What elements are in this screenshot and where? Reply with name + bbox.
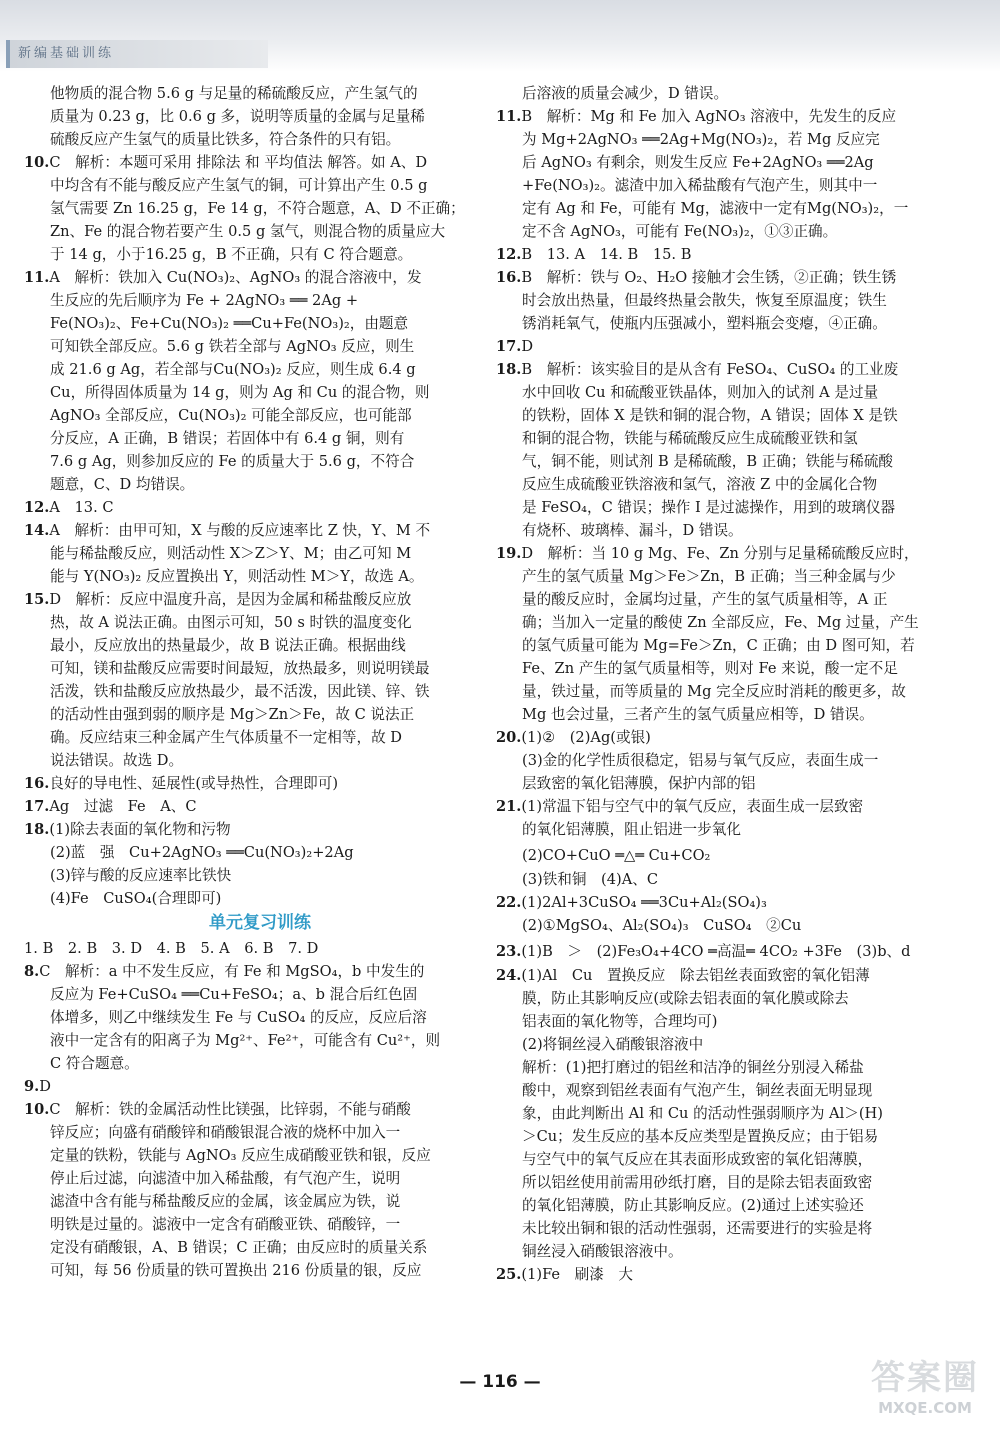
text-line — [496, 220, 896, 243]
text-line — [24, 220, 456, 243]
line-text: (1)常温下铝与空气中的氧气反应，表面生成一层致密 — [521, 798, 864, 815]
text-line — [496, 565, 896, 588]
question-number: 9. — [24, 1078, 40, 1095]
line-text: 确；当加入一定量的酸使 Zn 全部反应，Fe、Mg 过量，产生 — [522, 614, 919, 631]
question-number: 16. — [24, 775, 50, 792]
line-text: D 解析：当 10 g Mg、Fe、Zn 分别与足量稀硫酸反应时， — [521, 545, 919, 562]
answer-item — [496, 266, 896, 289]
line-text: (1)② (2)Ag(或银) — [521, 729, 651, 746]
line-text: 未比较出铜和银的活动性强弱，还需要进行的实验是将 — [522, 1220, 873, 1237]
text-line — [24, 128, 456, 151]
line-text: A 13. C — [49, 499, 114, 516]
answer-item — [496, 335, 896, 358]
line-text: 为 Mg+2AgNO₃ ══2Ag+Mg(NO₃)₂，若 Mg 反应完 — [522, 131, 880, 148]
text-line — [496, 427, 896, 450]
text-line — [24, 937, 456, 960]
line-text: (1)除去表面的氧化物和污物 — [49, 821, 231, 838]
question-number: 10. — [24, 1101, 50, 1118]
line-text: 的铁粉，固体 X 是铁和铜的混合物，A 错误；固体 X 是铁 — [522, 407, 898, 424]
line-text: 锌反应；向盛有硝酸锌和硝酸银混合液的烧杯中加入一 — [50, 1124, 401, 1141]
line-text: 明铁是过量的。滤液中一定含有硝酸亚铁、硝酸锌，一 — [50, 1216, 401, 1233]
line-text: 滤渣中含有能与稀盐酸反应的金属，该金属应为铁，说 — [50, 1193, 401, 1210]
line-text: Ag 过滤 Fe A、C — [49, 798, 197, 815]
text-line — [24, 1052, 456, 1075]
question-number: 17. — [496, 338, 522, 355]
answer-item — [24, 795, 456, 818]
watermark-logo — [855, 1350, 995, 1442]
text-line — [24, 1167, 456, 1190]
text-line — [496, 634, 915, 657]
line-text: 于 14 g，小于16.25 g，B 不正确，只有 C 符合题意。 — [50, 246, 413, 263]
text-line — [24, 565, 456, 588]
text-line — [496, 680, 906, 703]
line-text: (4)Fe CuSO₄(合理即可) — [50, 890, 222, 907]
text-line — [24, 726, 456, 749]
text-line — [24, 450, 456, 473]
line-text: 停止后过滤，向滤渣中加入稀盐酸，有气泡产生，说明 — [50, 1170, 401, 1187]
line-text: (3)铁和铜 (4)A、C — [522, 871, 659, 888]
line-text: 与空气中的氧气反应在其表面形成致密的氧化铝薄膜， — [522, 1151, 873, 1168]
question-number: 14. — [24, 522, 50, 539]
text-line — [496, 868, 896, 891]
line-text: 可知，镁和盐酸反应需要时间最短，放热最多，则说明镁最 — [50, 660, 430, 677]
text-line — [24, 335, 456, 358]
line-text: 活泼，铁和盐酸反应放热最少，最不活泼，因此镁、锌、铁 — [50, 683, 430, 700]
answer-item — [496, 542, 919, 565]
answer-item — [24, 1075, 456, 1098]
text-line — [496, 818, 896, 841]
text-line — [24, 381, 456, 404]
line-text: 酸中，观察到铝丝表面有气泡产生，铜丝表面无明显现 — [522, 1082, 873, 1099]
text-line — [24, 105, 456, 128]
line-text: 的活动性由强到弱的顺序是 Mg＞Zn＞Fe，故 C 说法正 — [50, 706, 415, 723]
text-line — [24, 887, 456, 910]
line-text: 生反应的先后顺序为 Fe + 2AgNO₃ ══ 2Ag + — [50, 292, 359, 309]
line-text: 解析：(1)把打磨过的铝丝和洁净的铜丝分别浸入稀盐 — [522, 1059, 864, 1076]
text-line — [496, 1010, 896, 1033]
line-text: 是 FeSO₄，C 错误；操作 Ⅰ 是过滤操作，用到的玻璃仪器 — [522, 499, 896, 516]
line-text: 中均含有不能与酸反应产生氢气的铜，可计算出产生 0.5 g — [50, 177, 428, 194]
line-text: ＞Cu；发生反应的基本反应类型是置换反应；由于铝易 — [522, 1128, 879, 1145]
line-text: 体增多，则乙中继续发生 Fe 与 CuSO₄ 的反应，反应后溶 — [50, 1009, 427, 1026]
text-line — [496, 987, 896, 1010]
line-text: D — [39, 1078, 51, 1095]
line-text: C 符合题意。 — [50, 1055, 139, 1072]
line-text: Cu，所得固体质量为 14 g，则为 Ag 和 Cu 的混合物，则 — [50, 384, 430, 401]
line-text: B 13. A 14. B 15. B — [521, 246, 692, 263]
answer-item — [496, 358, 899, 381]
question-number: 18. — [496, 361, 522, 378]
line-text: B 解析：Mg 和 Fe 加入 AgNO₃ 溶液中，先发生的反应 — [521, 108, 897, 125]
line-text: +Fe(NO₃)₂。滤渣中加入稀盐酸有气泡产生，则其中一 — [522, 177, 878, 194]
text-line — [496, 1171, 896, 1194]
text-line — [24, 1029, 456, 1052]
line-text: 能与稀盐酸反应，则活动性 X＞Z＞Y、M；由乙可知 M — [50, 545, 412, 562]
text-line — [496, 703, 896, 726]
line-text: 的氢气质量可能为 Mg=Fe＞Zn，C 正确；由 D 图可知，若 — [522, 637, 915, 654]
question-number: 11. — [496, 108, 522, 125]
text-line — [496, 1148, 896, 1171]
text-line — [496, 519, 896, 542]
question-number: 18. — [24, 821, 50, 838]
question-number: 12. — [24, 499, 50, 516]
text-line — [24, 289, 456, 312]
text-line — [496, 381, 896, 404]
line-text: 硫酸反应产生氢气的质量比铁多，符合条件的只有铝。 — [50, 131, 401, 148]
text-line — [24, 864, 456, 887]
section-title: 单元复习训练 — [209, 913, 311, 933]
text-line — [496, 473, 896, 496]
question-number: 11. — [24, 269, 50, 286]
text-line — [24, 611, 456, 634]
question-number: 15. — [24, 591, 50, 608]
text-line — [496, 1217, 896, 1240]
text-line — [24, 427, 456, 450]
answer-item — [24, 818, 456, 841]
text-line — [24, 82, 456, 105]
line-text: 说法错误。故选 D。 — [50, 752, 184, 769]
line-text: 气，铜不能，则试剂 B 是稀硫酸，B 正确；铁能与稀硫酸 — [522, 453, 894, 470]
line-text: 1. B 2. B 3. D 4. B 5. A 6. B 7. D — [24, 940, 319, 957]
line-text: 产生的氢气质量 Mg＞Fe＞Zn，B 正确；当三种金属与少 — [522, 568, 896, 585]
text-line — [24, 749, 456, 772]
line-text: (2)CO+CuO ═△═ Cu+CO₂ — [522, 847, 711, 864]
text-line — [496, 1240, 896, 1263]
text-line — [496, 749, 896, 772]
line-text: D — [521, 338, 534, 355]
text-line — [24, 358, 456, 381]
line-text: 最小，反应放出的热量最少，故 B 说法正确。根据曲线 — [50, 637, 406, 654]
line-text: 良好的导电性、延展性(或导热性，合理即可) — [49, 775, 339, 792]
line-text: 铝表面的氧化物等，合理均可) — [522, 1013, 718, 1030]
question-number: 25. — [496, 1266, 522, 1283]
line-text: 和铜的混合物，铁能与稀硫酸反应生成硫酸亚铁和氢 — [522, 430, 858, 447]
question-number: 22. — [496, 894, 522, 911]
line-text: Zn、Fe 的混合物若要产生 0.5 g 氢气，则混合物的质量应大 — [50, 223, 446, 240]
line-text: 水中回收 Cu 和硫酸亚铁晶体，则加入的试剂 A 是过量 — [522, 384, 879, 401]
text-line — [496, 588, 896, 611]
line-text: (1)Fe 刷漆 大 — [521, 1266, 633, 1283]
text-line — [496, 611, 919, 634]
text-line — [496, 1102, 896, 1125]
line-text: 锈消耗氧气，使瓶内压强减小，塑料瓶会变瘪，④正确。 — [522, 315, 887, 332]
line-text: 时会放出热量，但最终热量会散失，恢复至原温度；铁生 — [522, 292, 887, 309]
answer-item — [24, 960, 456, 983]
line-text: 铜丝浸入硝酸银溶液中。 — [522, 1243, 683, 1260]
text-line — [496, 151, 896, 174]
line-text: (3)金的化学性质很稳定，铝易与氧气反应，表面生成一 — [522, 752, 879, 769]
answer-item — [24, 151, 456, 174]
line-text: 分反应，A 正确，B 错误；若固体中有 6.4 g 铜，则有 — [50, 430, 405, 447]
line-text: C 解析：本题可采用 排除法 和 平均值法 解答。如 A、D — [49, 154, 428, 171]
line-text: (1)B ＞ (2)Fe₃O₄+4CO ═高温═ 4CO₂ +3Fe (3)b、d — [521, 943, 911, 960]
line-text: 定不含 AgNO₃，可能有 Fe(NO₃)₂，①③正确。 — [522, 223, 838, 240]
line-text: 反应生成硫酸亚铁溶液和氢气，溶液 Z 中的金属化合物 — [522, 476, 878, 493]
question-number: 8. — [24, 963, 40, 980]
line-text: 可知，每 56 份质量的铁可置换出 216 份质量的银，反应 — [50, 1262, 422, 1279]
question-number: 12. — [496, 246, 522, 263]
text-line — [24, 312, 456, 335]
question-number: 10. — [24, 154, 50, 171]
line-text: 定量的铁粉，铁能与 AgNO₃ 反应生成硝酸亚铁和银，反应 — [50, 1147, 431, 1164]
line-text: A 解析：铁加入 Cu(NO₃)₂、AgNO₃ 的混合溶液中，发 — [49, 269, 422, 286]
text-line — [24, 657, 456, 680]
answer-item — [24, 519, 456, 542]
line-text: Mg 也会过量，三者产生的氢气质量应相等，D 错误。 — [522, 706, 874, 723]
line-text: Fe、Zn 产生的氢气质量相等，则对 Fe 来说，酸一定不足 — [522, 660, 898, 677]
answer-item — [496, 105, 896, 128]
line-text: 量的酸反应时，金属均过量，产生的氢气质量相等，A 正 — [522, 591, 888, 608]
line-text: 的氧化铝薄膜，防止其影响反应。(2)通过上述实验还 — [522, 1197, 864, 1214]
answer-item — [496, 795, 896, 818]
line-text: 热，故 A 说法正确。由图示可知，50 s 时铁的温度变化 — [50, 614, 412, 631]
line-text: 后 AgNO₃ 有剩余，则发生反应 Fe+2AgNO₃ ══2Ag — [522, 154, 874, 171]
line-text: B 解析：铁与 O₂、H₂O 接触才会生锈，②正确；铁生锈 — [521, 269, 897, 286]
line-text: 膜，防止其影响反应(或除去铝表面的氧化膜或除去 — [522, 990, 849, 1007]
line-text: A 解析：由甲可知，X 与酸的反应速率比 Z 快，Y、M 不 — [49, 522, 431, 539]
line-text: 确。反应结束三种金属产生气体质量不一定相等，故 D — [50, 729, 402, 746]
text-line — [24, 243, 456, 266]
text-line — [496, 197, 909, 220]
line-text: 成 21.6 g Ag，若全部与Cu(NO₃)₂ 反应，则生成 6.4 g — [50, 361, 416, 378]
line-text: AgNO₃ 全部反应，Cu(NO₃)₂ 可能全部反应，也可能部 — [50, 407, 412, 424]
line-text: (2)①MgSO₄、Al₂(SO₄)₃ CuSO₄ ②Cu — [522, 917, 802, 934]
text-line — [496, 450, 896, 473]
text-line — [496, 289, 896, 312]
line-text: 有烧杯、玻璃棒、漏斗，D 错误。 — [522, 522, 743, 539]
answer-item — [496, 1263, 896, 1286]
line-text: 他物质的混合物 5.6 g 与足量的稀硫酸反应，产生氢气的 — [50, 85, 418, 102]
question-number: 24. — [496, 967, 522, 984]
answer-item — [24, 772, 456, 795]
line-text: D 解析：反应中温度升高，是因为金属和稀盐酸反应放 — [49, 591, 412, 608]
line-text: 所以铝丝使用前需用砂纸打磨，目的是除去铝表面致密 — [522, 1174, 873, 1191]
text-line — [24, 703, 456, 726]
line-text: 定有 Ag 和 Fe，可能有 Mg，滤液中一定有Mg(NO₃)₂，一 — [522, 200, 909, 217]
answer-item — [496, 726, 896, 749]
right-column — [496, 82, 919, 1286]
line-text: (1)Al Cu 置换反应 除去铝丝表面致密的氧化铝薄 — [521, 967, 870, 984]
line-text: C 解析：铁的金属活动性比镁强，比锌弱，不能与硝酸 — [49, 1101, 411, 1118]
question-number: 23. — [496, 943, 522, 960]
text-line — [24, 1006, 456, 1029]
line-text: 液中一定含有的阳离子为 Mg²⁺、Fe²⁺，可能含有 Cu²⁺，则 — [50, 1032, 441, 1049]
answer-item — [24, 496, 456, 519]
question-number: 19. — [496, 545, 522, 562]
answer-item — [496, 964, 896, 987]
text-line — [24, 1190, 456, 1213]
text-line — [24, 404, 456, 427]
line-text: (2)将铜丝浸入硝酸银溶液中 — [522, 1036, 704, 1053]
line-text: 象，由此判断出 Al 和 Cu 的活动性强弱顺序为 Al＞(H) — [522, 1105, 883, 1122]
text-line — [24, 473, 456, 496]
answer-item — [496, 891, 896, 914]
line-text: 定没有硝酸银，A、B 错误；C 正确；由反应时的质量关系 — [50, 1239, 428, 1256]
line-text: (1)2Al+3CuSO₄ ══3Cu+Al₂(SO₄)₃ — [521, 894, 767, 911]
text-line — [24, 680, 456, 703]
answer-item — [24, 588, 456, 611]
line-text: 可知铁全部反应。5.6 g 铁若全部与 AgNO₃ 反应，则生 — [50, 338, 415, 355]
book-title: 新编基础训练 — [6, 40, 268, 68]
line-text: 7.6 g Ag，则参加反应的 Fe 的质量大于 5.6 g，不符合 — [50, 453, 415, 470]
text-line — [24, 841, 456, 864]
text-line — [24, 1236, 456, 1259]
text-line — [496, 914, 896, 937]
text-line — [496, 657, 896, 680]
line-text: 量，铁过量，而等质量的 Mg 完全反应时消耗的酸更多，故 — [522, 683, 906, 700]
line-text: 能与 Y(NO₃)₂ 反应置换出 Y，则活动性 M＞Y，故选 A。 — [50, 568, 424, 585]
text-line — [24, 1213, 456, 1236]
line-text: Fe(NO₃)₂、Fe+Cu(NO₃)₂ ══Cu+Fe(NO₃)₂，由题意 — [50, 315, 409, 332]
answer-item — [24, 1098, 456, 1121]
question-number: 21. — [496, 798, 522, 815]
line-text: 反应为 Fe+CuSO₄ ══Cu+FeSO₄；a、b 混合后红色固 — [50, 986, 418, 1003]
line-text: 氢气需要 Zn 16.25 g，Fe 14 g，不符合题意，A、D 不正确； — [50, 200, 465, 217]
text-line — [496, 1194, 896, 1217]
text-line — [496, 1056, 896, 1079]
text-line — [24, 197, 465, 220]
left-column — [24, 82, 465, 1282]
answer-item — [496, 243, 896, 266]
line-text: (3)锌与酸的反应速率比铁快 — [50, 867, 232, 884]
line-text: C 解析：a 中不发生反应，有 Fe 和 MgSO₄，b 中发生的 — [39, 963, 425, 980]
watermark-main-text: 答案圈 — [871, 1358, 979, 1398]
text-line — [496, 404, 896, 427]
answer-item — [24, 266, 456, 289]
line-text: (2)蓝 强 Cu+2AgNO₃ ══Cu(NO₃)₂+2Ag — [50, 844, 354, 861]
line-text: 的氧化铝薄膜，阻止铝进一步氧化 — [522, 821, 741, 838]
text-line — [496, 82, 896, 105]
text-line — [24, 634, 456, 657]
text-line — [496, 312, 896, 335]
question-number: 16. — [496, 269, 522, 286]
text-line — [496, 1033, 896, 1056]
page-number: — 116 — — [459, 1372, 541, 1392]
text-line — [24, 1259, 456, 1282]
line-text: 质量为 0.23 g，比 0.6 g 多，说明等质量的金属与足量稀 — [50, 108, 425, 125]
line-text: B 解析：该实验目的是从含有 FeSO₄、CuSO₄ 的工业废 — [521, 361, 899, 378]
text-line — [496, 174, 896, 197]
question-number: 17. — [24, 798, 50, 815]
text-line — [496, 1079, 896, 1102]
text-line — [496, 128, 896, 151]
line-text: 后溶液的质量会减少，D 错误。 — [522, 85, 729, 102]
answer-item — [496, 937, 911, 964]
text-line — [24, 174, 456, 197]
question-number: 20. — [496, 729, 522, 746]
text-line — [24, 1121, 456, 1144]
text-line — [24, 1144, 456, 1167]
text-line — [24, 542, 456, 565]
text-line — [496, 772, 896, 795]
text-line — [24, 983, 456, 1006]
text-line — [496, 1125, 896, 1148]
text-line — [496, 496, 896, 519]
line-text: 题意，C、D 均错误。 — [50, 476, 195, 493]
text-line — [496, 841, 896, 868]
line-text: 层致密的氧化铝薄膜，保护内部的铝 — [522, 775, 756, 792]
watermark-sub-text: MXQE.COM — [878, 1399, 972, 1417]
